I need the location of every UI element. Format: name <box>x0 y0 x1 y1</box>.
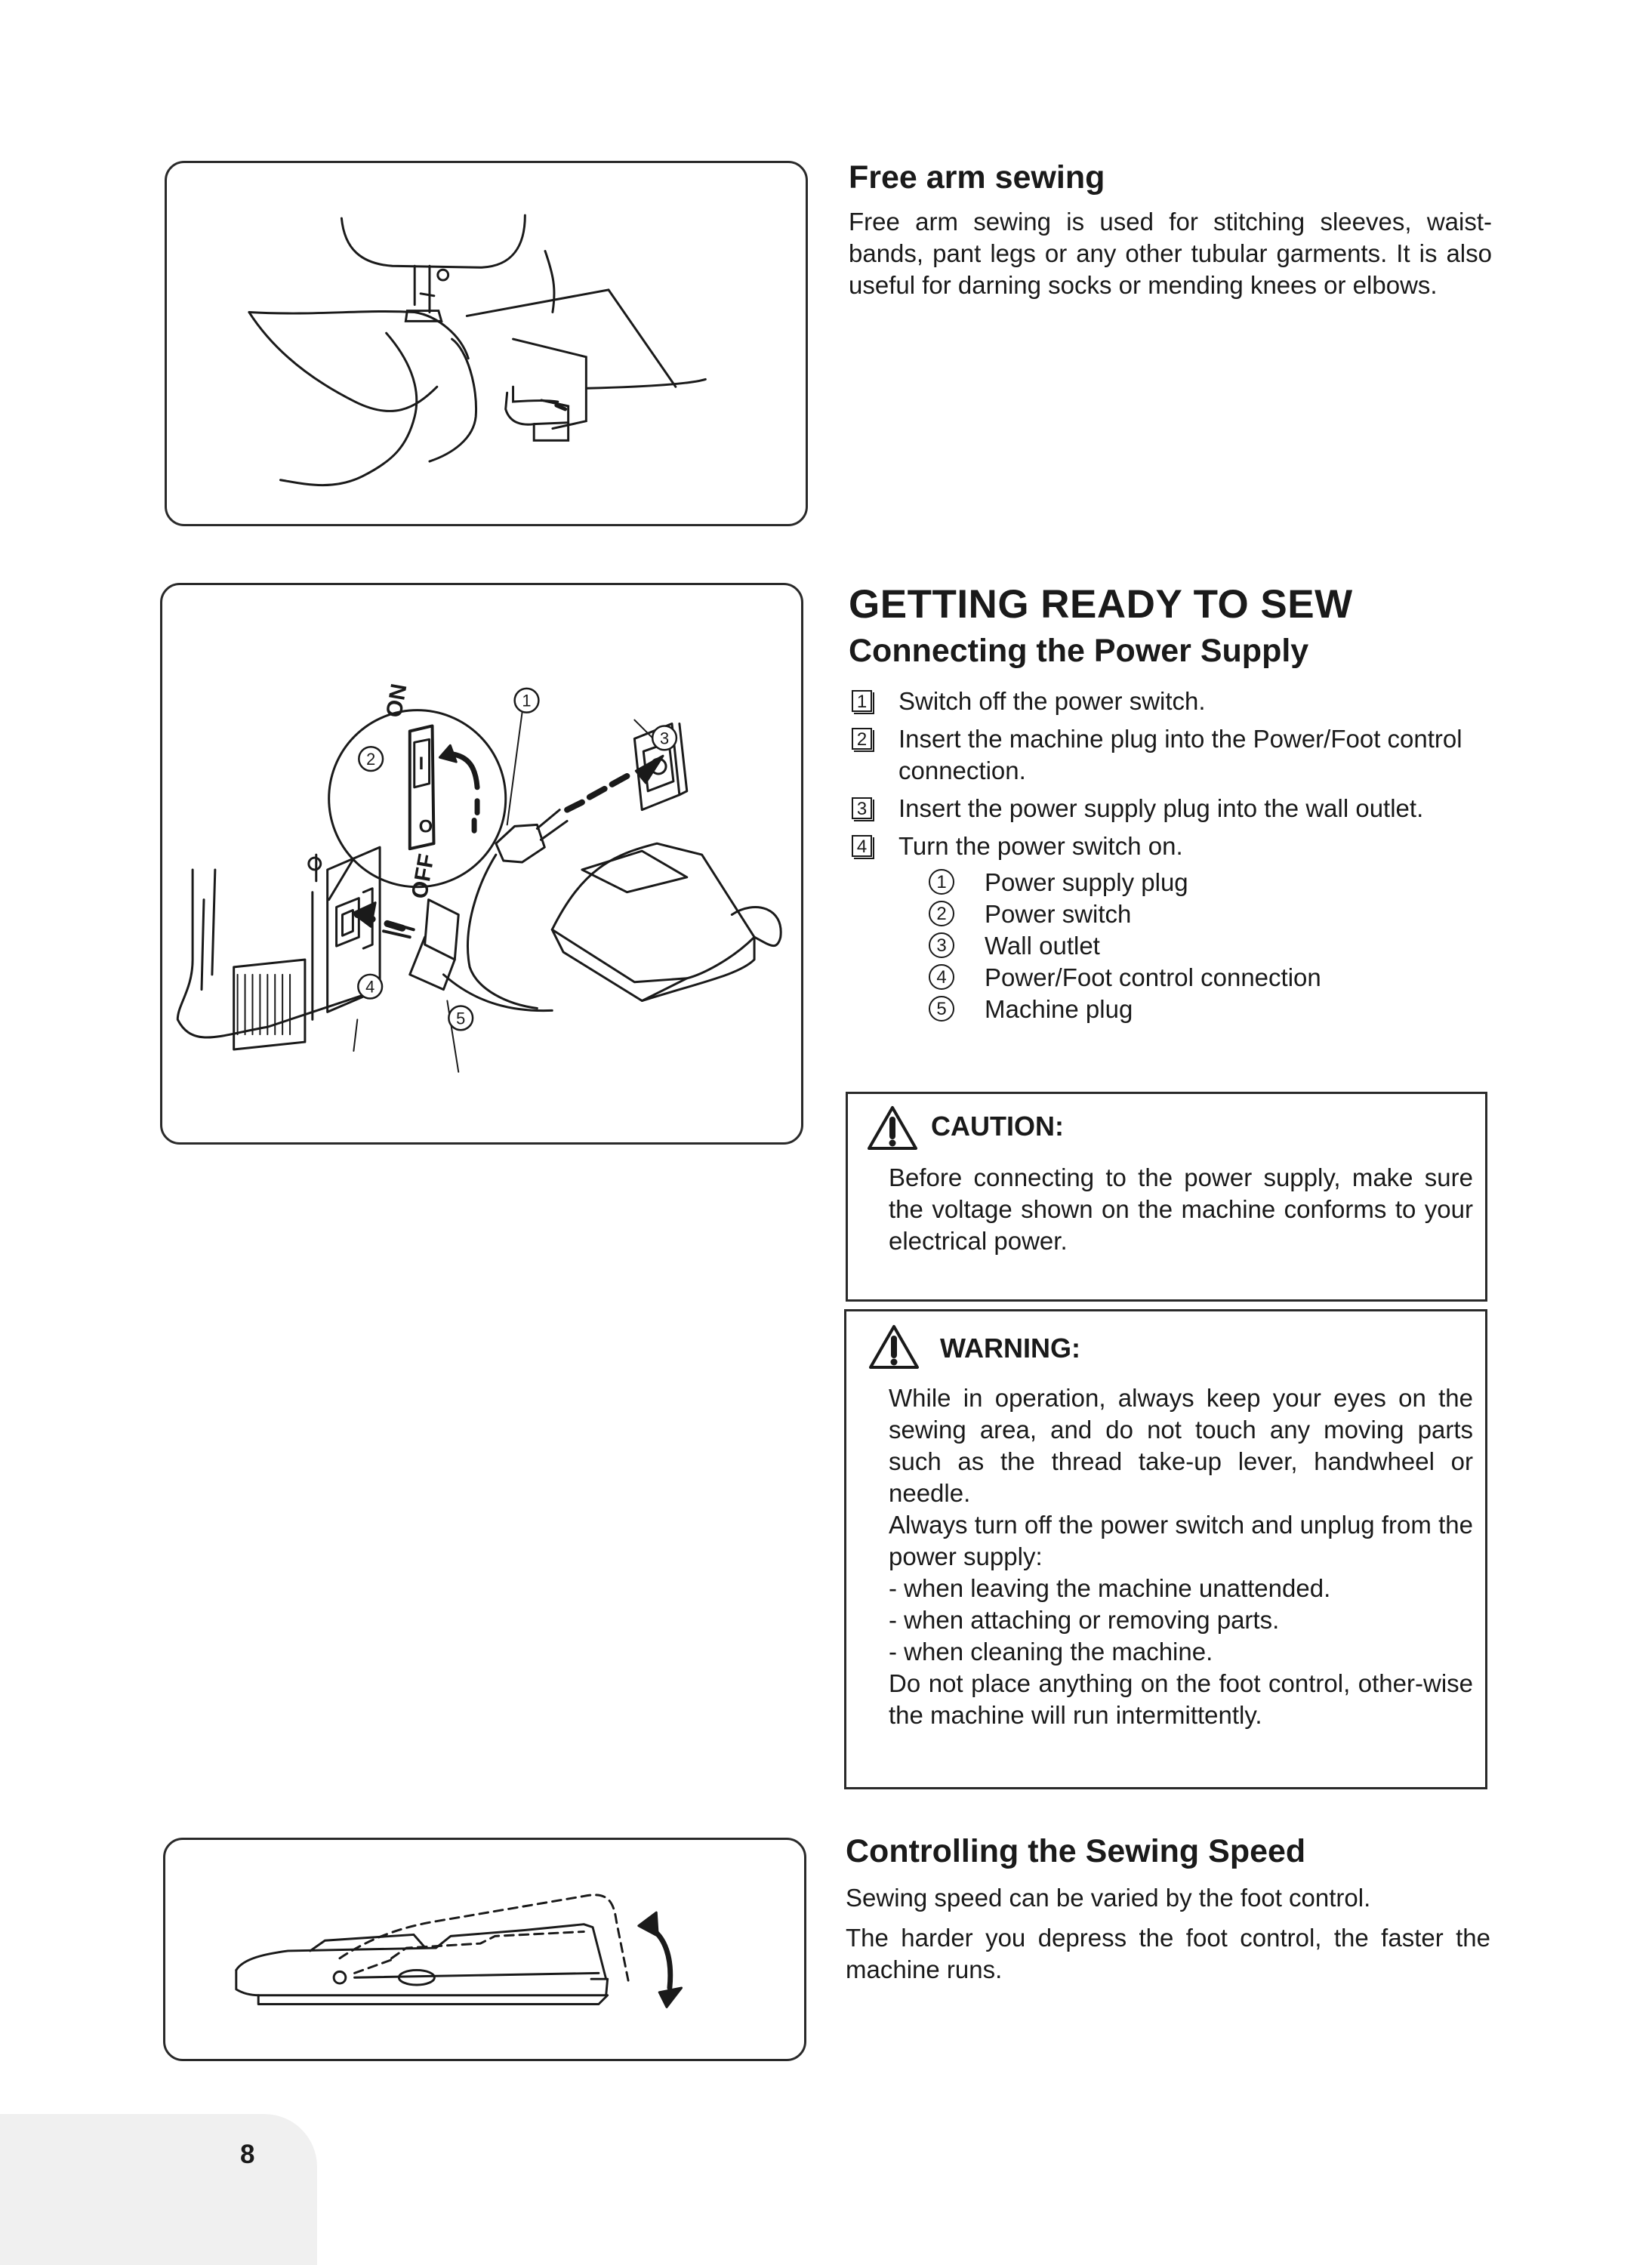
legend-item <box>929 930 1321 962</box>
free-arm-body: Free arm sewing is used for stitching sleeves, waist-bands, pant legs or any other tubular garments. It is also useful for darning socks or mending knees or elbows. <box>849 208 1492 299</box>
caution-warning-icon <box>866 1105 919 1151</box>
legend-item <box>929 898 1321 930</box>
off-label: OFF <box>406 852 439 901</box>
warning-icon <box>868 1324 920 1370</box>
warning-line: - when attaching or removing parts. <box>889 1606 1280 1634</box>
part-legend <box>929 867 1321 1025</box>
step-text: Insert the power supply plug into the wall outlet. <box>898 794 1424 822</box>
step-number: 4 <box>852 835 872 857</box>
switch-off-mark: O <box>418 816 433 837</box>
legend-text: Power supply plug <box>985 868 1188 896</box>
step-number: 1 <box>852 690 872 712</box>
step-text: Insert the machine plug into the Power/Foot control connection. <box>898 725 1462 784</box>
sewing-speed-title: Controlling the Sewing Speed <box>846 1833 1306 1869</box>
legend-number: 3 <box>929 932 954 958</box>
step-item <box>852 723 1516 787</box>
free-arm-drawing <box>167 163 806 524</box>
callout-3: 3 <box>659 729 670 748</box>
legend-text: Machine plug <box>985 995 1133 1023</box>
free-arm-illustration <box>165 161 808 526</box>
warning-title: WARNING: <box>940 1333 1080 1364</box>
on-label: ON <box>381 682 412 720</box>
warning-box <box>844 1309 1487 1789</box>
warning-line: - when leaving the machine unattended. <box>889 1574 1331 1602</box>
step-number: 3 <box>852 797 872 819</box>
legend-number: 2 <box>929 901 954 926</box>
getting-ready-title: GETTING READY TO SEW <box>849 582 1353 627</box>
warning-line: While in operation, always keep your eyes on the sewing area, and do not touch any moving parts such as the thread take-up lever, handwheel or needle. <box>889 1384 1473 1507</box>
page-number: 8 <box>240 2140 255 2169</box>
sewing-speed-line-2: The harder you depress the foot control, the faster the machine runs. <box>846 1924 1490 1983</box>
connecting-power-subtitle: Connecting the Power Supply <box>849 633 1309 669</box>
legend-number: 1 <box>929 869 954 895</box>
warning-body <box>889 1382 1473 1731</box>
callout-5: 5 <box>456 1009 466 1028</box>
legend-text: Power/Foot control connection <box>985 963 1321 991</box>
warning-line: Do not place anything on the foot control, other-wise the machine will run intermittently. <box>889 1669 1473 1729</box>
foot-control-illustration <box>163 1838 806 2061</box>
step-item <box>852 830 1516 862</box>
warning-line: Always turn off the power switch and unplug from the power supply: <box>889 1511 1473 1570</box>
warning-line: - when cleaning the machine. <box>889 1638 1213 1666</box>
free-arm-title: Free arm sewing <box>849 159 1105 196</box>
step-text: Switch off the power switch. <box>898 687 1206 715</box>
step-item <box>852 686 1516 717</box>
power-supply-drawing <box>162 585 801 1142</box>
step-item <box>852 793 1516 824</box>
power-supply-illustration <box>160 583 803 1145</box>
caution-body: Before connecting to the power supply, make sure the voltage shown on the machine conforms to your electrical power. <box>889 1163 1473 1255</box>
sewing-speed-line-1: Sewing speed can be varied by the foot control. <box>846 1884 1371 1912</box>
legend-item <box>929 994 1321 1025</box>
callout-1: 1 <box>522 691 532 710</box>
legend-text: Wall outlet <box>985 932 1100 960</box>
legend-text: Power switch <box>985 900 1132 928</box>
page-number-tab <box>0 2114 317 2265</box>
callout-4: 4 <box>365 977 375 997</box>
switch-on-mark: I <box>418 753 424 775</box>
caution-title: CAUTION: <box>931 1111 1064 1142</box>
legend-item <box>929 867 1321 898</box>
power-steps-list <box>852 686 1516 868</box>
callout-2: 2 <box>366 750 376 769</box>
caution-box <box>846 1092 1487 1302</box>
foot-control-drawing <box>165 1840 804 2059</box>
legend-number: 5 <box>929 996 954 1022</box>
step-number: 2 <box>852 728 872 750</box>
step-text: Turn the power switch on. <box>898 832 1183 860</box>
legend-number: 4 <box>929 964 954 990</box>
legend-item <box>929 962 1321 994</box>
